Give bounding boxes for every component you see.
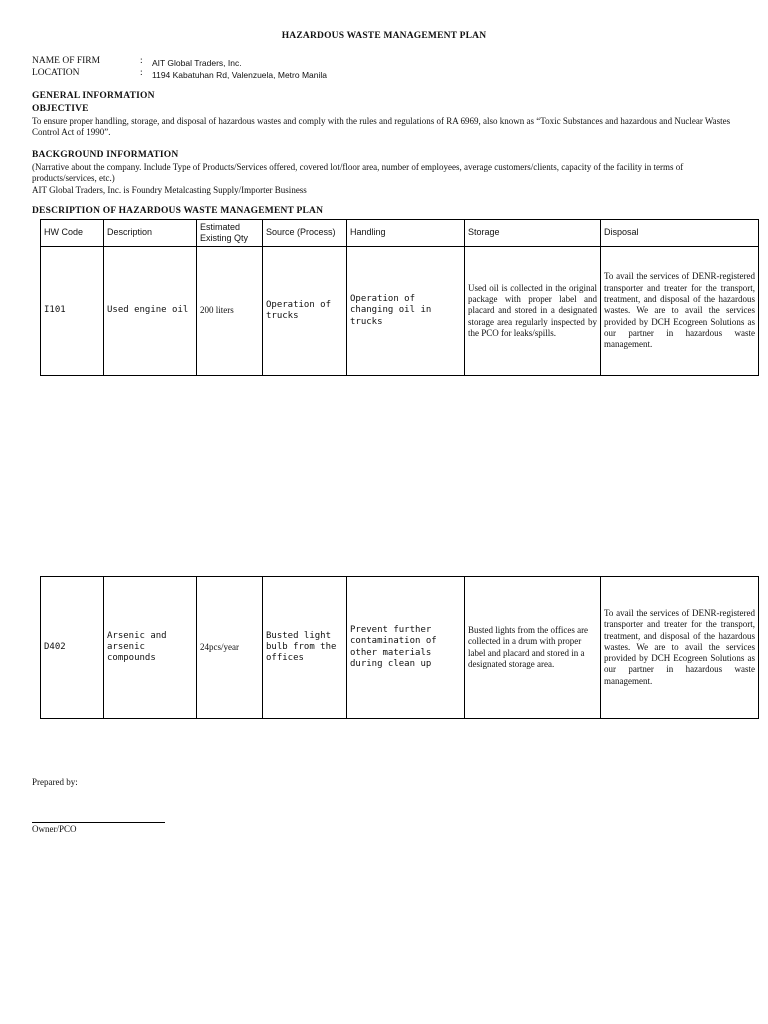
firm-name-value: AIT Global Traders, Inc. [152,58,242,68]
source-cell: Busted light bulb from the offices [263,577,347,719]
disposal-cell: To avail the services of DENR-registered transporter and treater for the transport, treatment, and disposal of the hazardous wastes. We are to avail the services provided by DCH Ecogreen Solutions as our partner in hazardous waste management. [601,577,759,719]
disposal-cell: To avail the services of DENR-registered transporter and treater for the transport, treatment, and disposal of the hazardous wastes. We are to avail the services provided by DCH Ecogreen Solutions as our partner in hazardous waste management. [601,247,759,376]
objective-text: To ensure proper handling, storage, and disposal of hazardous wastes and comply with the rules and regulations of RA 6969, also known as “Toxic Substances and hazardous and Nuclear Wastes Control Act of 1990”. [32,116,731,137]
header-source: Source (Process) [263,220,347,247]
handling-cell: Prevent further contamination of other materials during clean up [347,577,465,719]
header-hw-code: HW Code [41,220,104,247]
background-note: (Narrative about the company. Include Type of Products/Services offered, covered lot/floor area, number of employees, average customers/clients, capacity of the facility in terms of products/services, etc.) [32,162,684,183]
plan-description-heading: DESCRIPTION OF HAZARDOUS WASTE MANAGEMENT PLAN [32,206,324,216]
hazardous-waste-table [40,219,759,376]
header-storage: Storage [465,220,601,247]
owner-pco-label: Owner/PCO [32,824,77,834]
hazardous-waste-table-continued [40,576,759,719]
location-value: 1194 Kabatuhan Rd, Valenzuela, Metro Manila [152,70,327,80]
document-title: HAZARDOUS WASTE MANAGEMENT PLAN [281,31,487,41]
storage-cell: Used oil is collected in the original package with proper label and placard and stored in a designated storage area regularly inspected by the PCO for leaks/spills. [465,247,601,376]
prepared-by-label: Prepared by: [32,777,78,787]
source-cell: Operation of trucks [263,247,347,376]
signature-line [32,822,165,823]
background-text: AIT Global Traders, Inc. is Foundry Metalcasting Supply/Importer Business [32,185,307,195]
location-label: LOCATION [32,68,80,78]
header-disposal: Disposal [601,220,759,247]
table-row [41,577,759,719]
table-row [41,247,759,376]
background-information-heading: BACKGROUND INFORMATION [32,150,179,160]
general-information-heading: GENERAL INFORMATION [32,91,155,101]
header-description: Description [104,220,197,247]
description-cell: Arsenic and arsenic compounds [104,577,197,719]
header-handling: Handling [347,220,465,247]
storage-cell: Busted lights from the offices are collected in a drum with proper label and placard and stored in a designated storage area. [465,577,601,719]
location-colon: : [140,68,143,78]
firm-name-colon: : [140,56,143,66]
qty-cell: 24pcs/year [197,577,263,719]
hw-code-cell: D402 [41,577,104,719]
firm-name-label: NAME OF FIRM [32,56,101,66]
description-cell: Used engine oil [104,247,197,376]
hw-code-cell: I101 [41,247,104,376]
handling-cell: Operation of changing oil in trucks [347,247,465,376]
table-header-row [41,220,759,247]
header-estimated-qty: Estimated Existing Qty [197,220,263,247]
objective-heading: OBJECTIVE [32,104,89,114]
qty-cell: 200 liters [197,247,263,376]
